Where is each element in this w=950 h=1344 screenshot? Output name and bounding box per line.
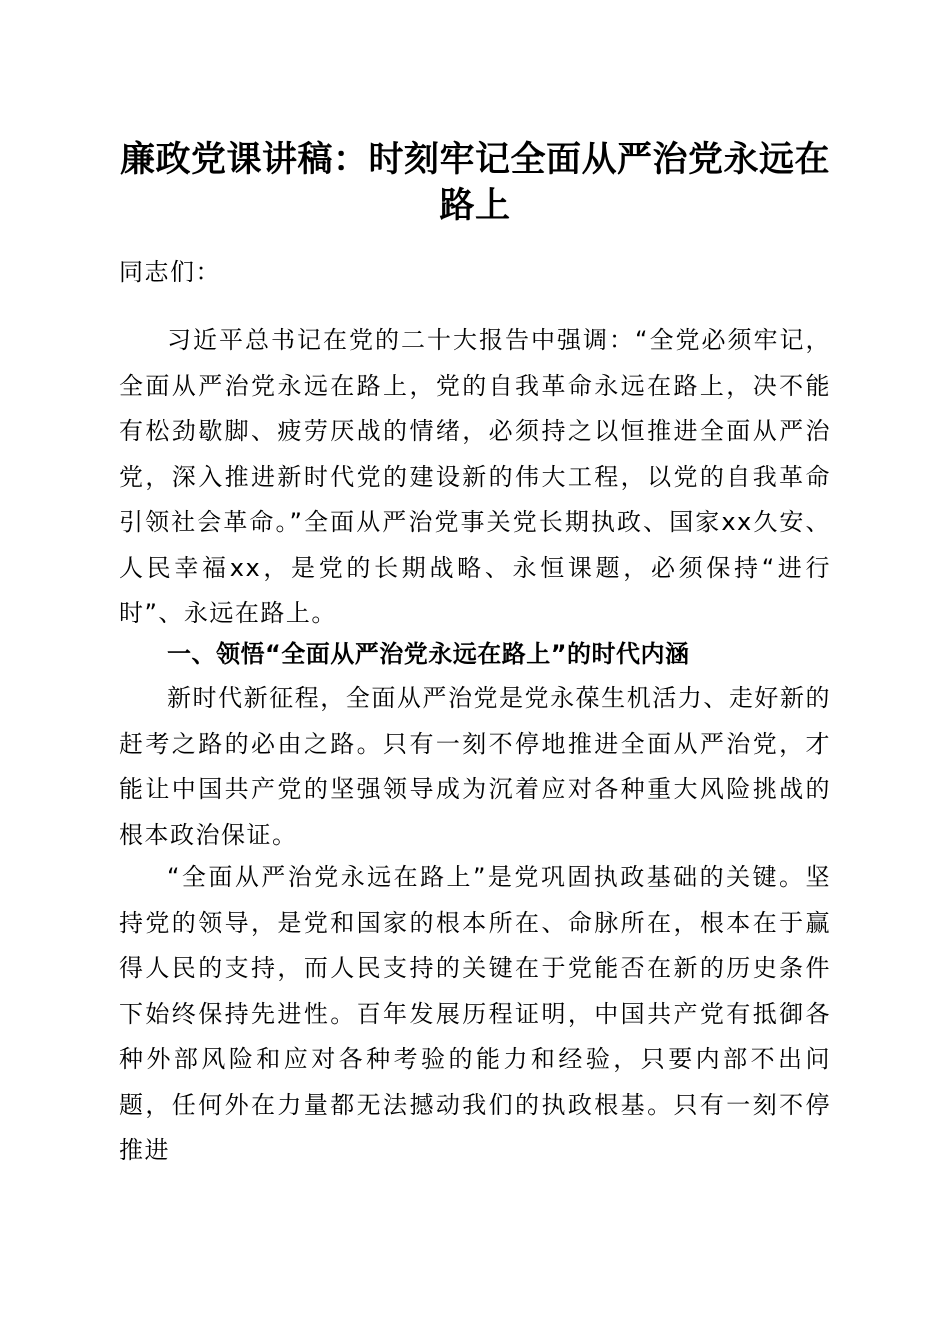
salutation: 同志们： (119, 258, 221, 286)
paragraph-intro: 习近平总书记在党的二十大报告中强调：“全党必须牢记，全面从严治党永远在路上，党的自我革命永远在路上，决不能有松劲歇脚、疲劳厌战的情绪，必须持之以恒推进全面从严治党，深入推进新时代党的建设新的伟大工程，以党的自我革命引领社会革命。”全面从严治党事关党长期执政、国家xx久安、人民幸福xx，是党的长期战略、永恒课题，必须保持“进行时”、永远在路上。 (119, 326, 831, 627)
document-title: 廉政党课讲稿：时刻牢记全面从严治党永远在路上 (119, 139, 830, 226)
section-heading-1: 一、领悟“全面从严治党永远在路上”的时代内涵 (167, 640, 690, 668)
paragraph-3: “全面从严治党永远在路上”是党巩固执政基础的关键。坚持党的领导，是党和国家的根本所在、命脉所在，根本在于赢得人民的支持，而人民支持的关键在于党能否在新的历史条件下始终保持先进性。百年发展历程证明，中国共产党有抵御各种外部风险和应对各种考验的能力和经验，只要内部不出问题，任何外在力量都无法撼动我们的执政根基。只有一刻不停推进 (119, 863, 831, 1164)
paragraph-2: 新时代新征程，全面从严治党是党永葆生机活力、走好新的赶考之路的必由之路。只有一刻不停地推进全面从严治党，才能让中国共产党的坚强领导成为沉着应对各种重大风险挑战的根本政治保证。 (119, 684, 831, 849)
